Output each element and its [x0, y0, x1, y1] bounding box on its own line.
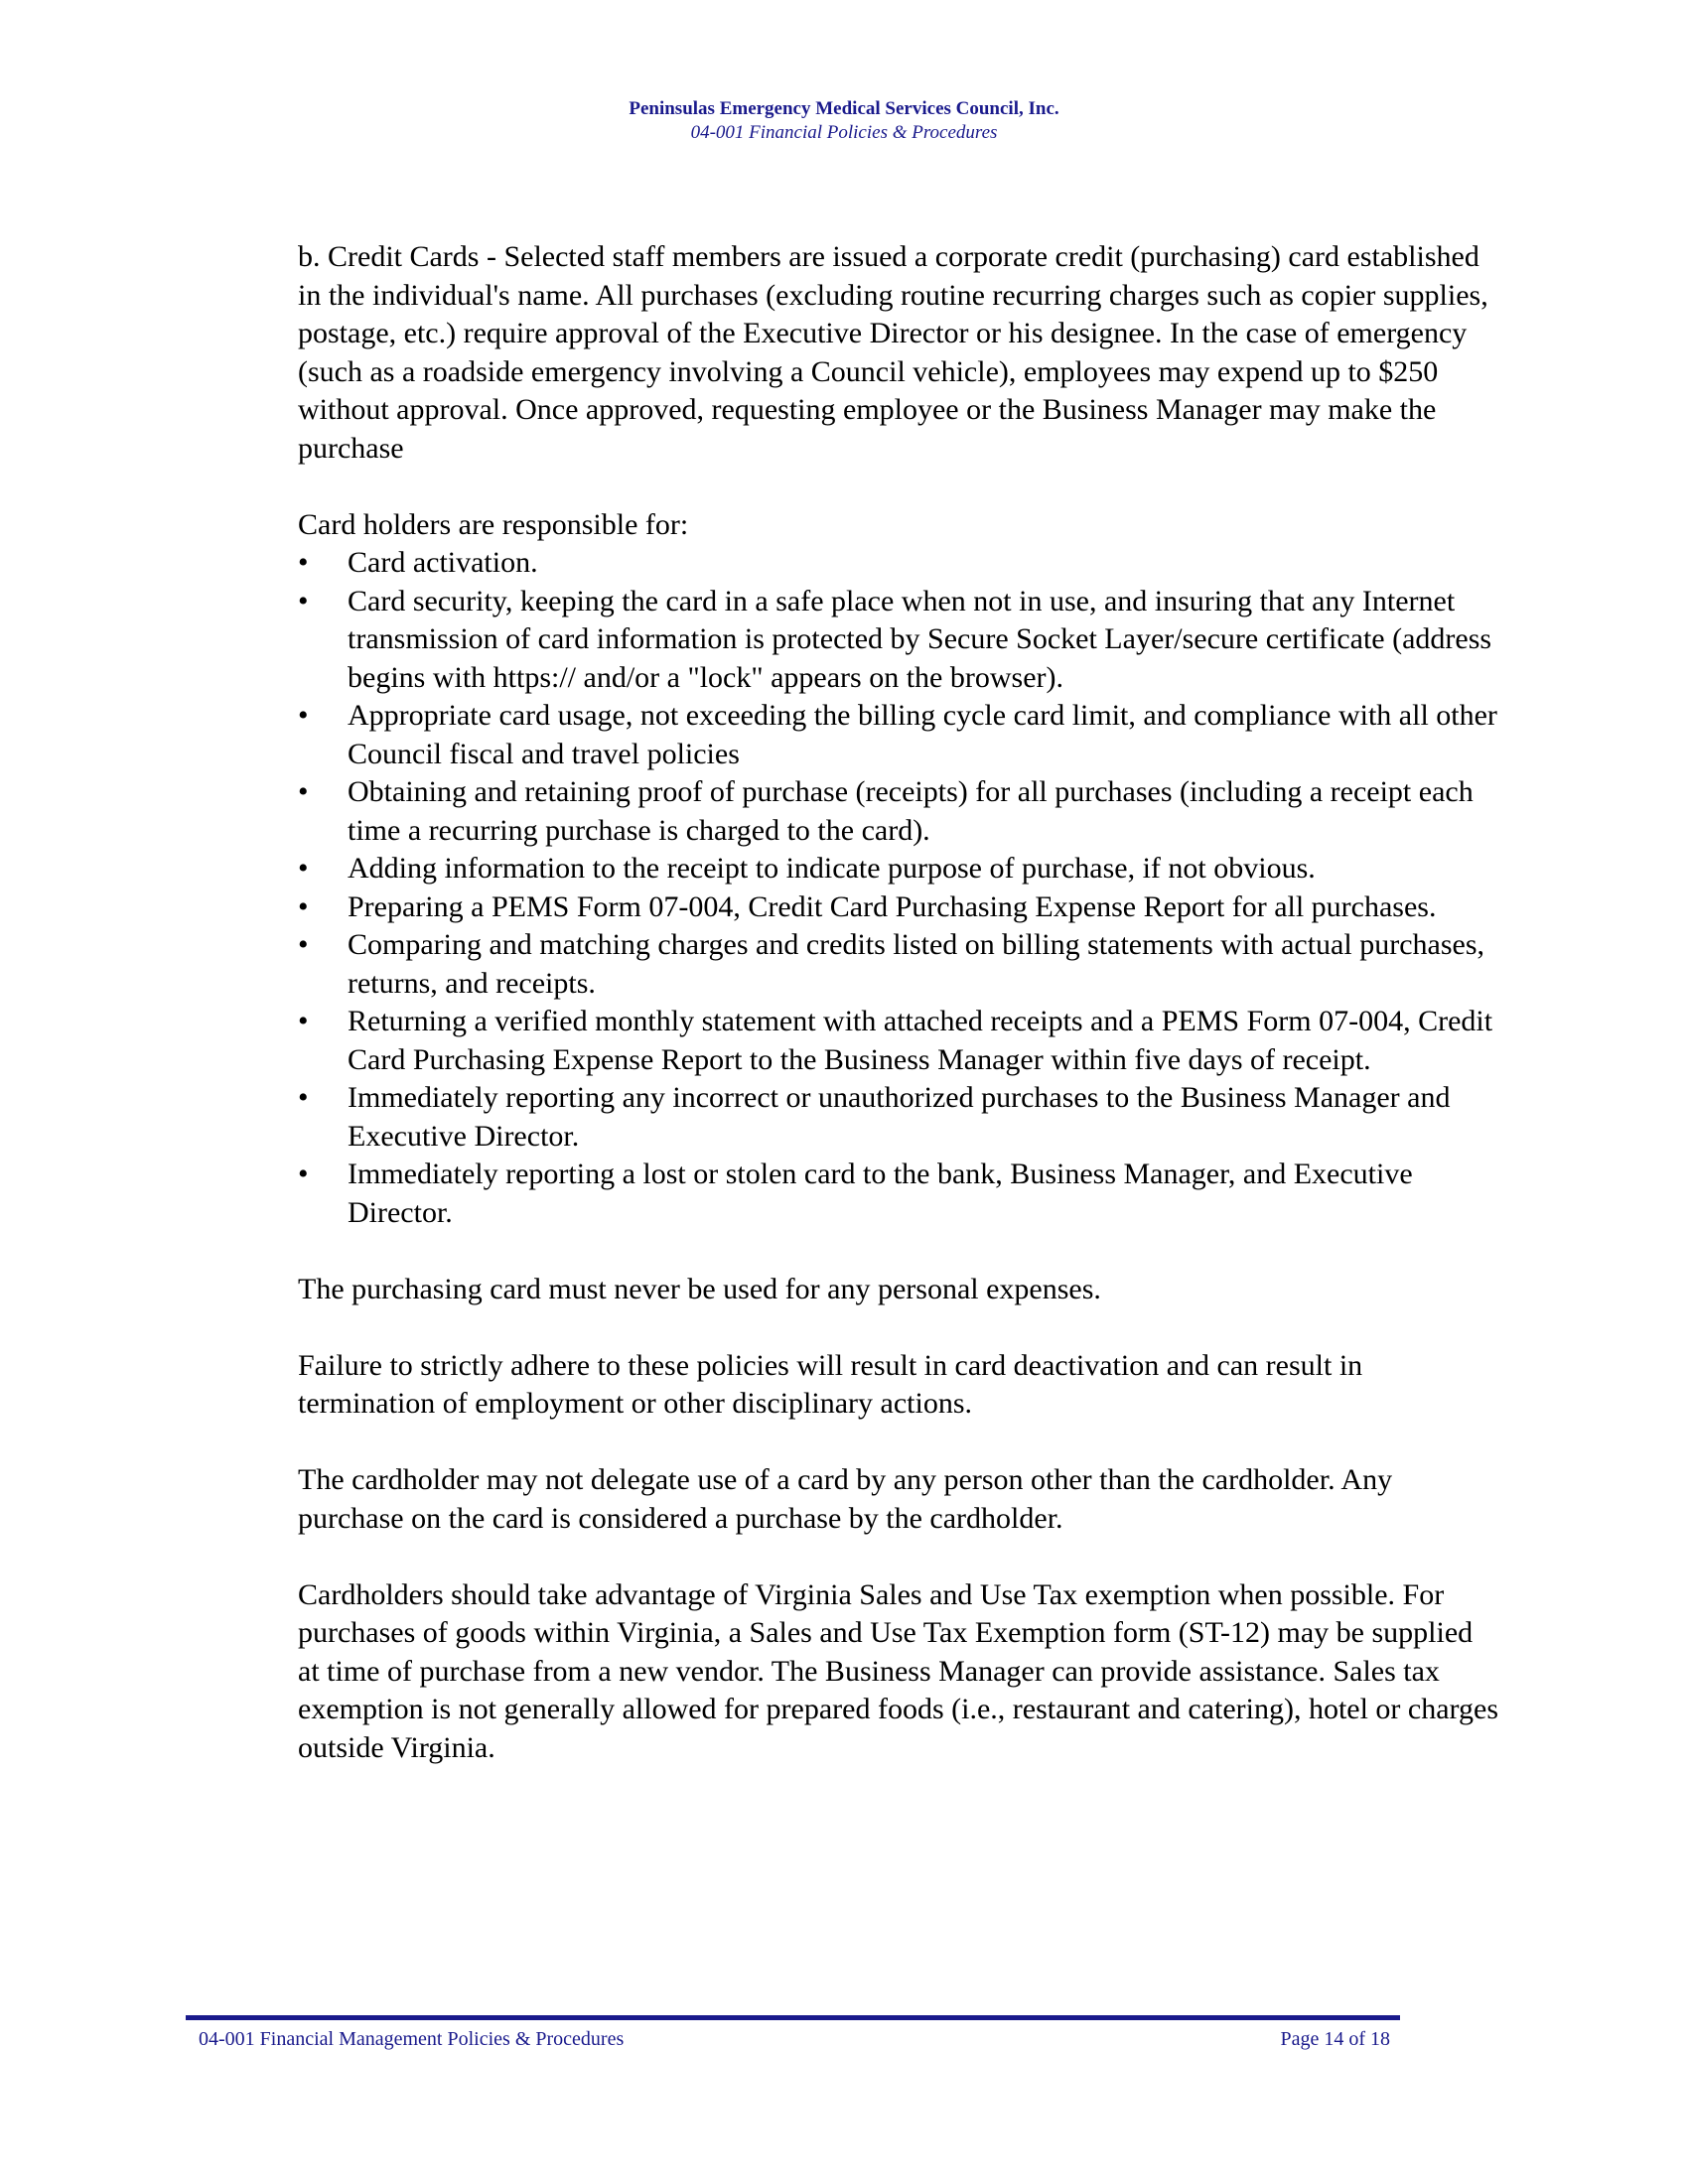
list-item: [298, 1079, 1499, 1156]
page-footer: [199, 2025, 1390, 2053]
list-item-text: Returning a verified monthly statement with attached receipts and a PEMS Form 07-004, Credit Card Purchasing Expense Report to the Business Manager within five days of receipt.: [348, 1005, 1493, 1076]
bullet-icon: •: [298, 584, 309, 617]
credit-cards-intro: b. Credit Cards - Selected staff members are issued a corporate credit (purchasing) card established in the individual's name. All purchases (excluding routine recurring charges such as copier supplies, postage, etc.) require approval of the Executive Director or his designee. In the case of emergency (such as a roadside emergency involving a Council vehicle), employees may expend up to $250 without approval. Once approved, requesting employee or the Business Manager may make the purchase: [298, 240, 1488, 465]
page-body: [298, 238, 1499, 1806]
list-item: [298, 697, 1499, 773]
page-header: [0, 97, 1688, 145]
page-number: Page 14 of 18: [1280, 2028, 1390, 2050]
bullet-icon: •: [298, 1158, 309, 1190]
list-item-text: Comparing and matching charges and credits listed on billing statements with actual purchases, returns, and receipts.: [348, 928, 1484, 1000]
bullet-icon: •: [298, 852, 309, 885]
list-item: [298, 1156, 1499, 1232]
failure-paragraph: Failure to strictly adhere to these policies will result in card deactivation and can result in termination of employment or other disciplinary actions.: [298, 1348, 1363, 1420]
list-item-text: Obtaining and retaining proof of purchase (receipts) for all purchases (including a receipt each time a recurring purchase is charged to the card).: [348, 775, 1474, 847]
bullet-icon: •: [298, 928, 309, 961]
list-item: [298, 888, 1499, 927]
footer-divider: [186, 2015, 1400, 2020]
bullet-icon: •: [298, 775, 309, 808]
organization-name: Peninsulas Emergency Medical Services Council, Inc.: [629, 98, 1059, 119]
bullet-icon: •: [298, 1081, 309, 1114]
delegation-paragraph: The cardholder may not delegate use of a card by any person other than the cardholder. Any purchase on the card is considered a purchase by the cardholder.: [298, 1463, 1393, 1535]
bullet-icon: •: [298, 889, 309, 923]
personal-use-paragraph: The purchasing card must never be used for any personal expenses.: [298, 1272, 1101, 1305]
list-item: [298, 773, 1499, 850]
list-item-text: Appropriate card usage, not exceeding the billing cycle card limit, and compliance with all other Council fiscal and travel policies: [348, 699, 1497, 770]
bullet-icon: •: [298, 546, 309, 579]
list-item-text: Preparing a PEMS Form 07-004, Credit Card Purchasing Expense Report for all purchases.: [348, 889, 1437, 923]
list-item-text: Immediately reporting a lost or stolen card to the bank, Business Manager, and Executive Director.: [348, 1158, 1413, 1229]
list-item: [298, 583, 1499, 698]
bullet-icon: •: [298, 699, 309, 732]
tax-exemption-paragraph: Cardholders should take advantage of Virginia Sales and Use Tax exemption when possible. For purchases of goods within Virginia, a Sales and Use Tax Exemption form (ST-12) may be supplied at time of purchase from a new vendor. The Business Manager can provide assistance. Sales tax exemption is not generally allowed for prepared foods (i.e., restaurant and catering), hotel or charges outside Virginia.: [298, 1577, 1498, 1764]
responsibilities-lead: Card holders are responsible for:: [298, 507, 689, 541]
list-item: [298, 544, 1499, 583]
footer-document-title: 04-001 Financial Management Policies & Procedures: [199, 2028, 625, 2050]
responsibilities-list: [298, 544, 1499, 1232]
list-item-text: Card security, keeping the card in a safe place when not in use, and insuring that any Internet transmission of card information is protected by Secure Socket Layer/secure certificate (address begins with https:// and/or a "lock" appears on the browser).: [348, 584, 1492, 694]
list-item-text: Immediately reporting any incorrect or unauthorized purchases to the Business Manager and Executive Director.: [348, 1081, 1451, 1153]
list-item-text: Adding information to the receipt to indicate purpose of purchase, if not obvious.: [348, 852, 1316, 885]
list-item-text: Card activation.: [348, 546, 538, 579]
document-subtitle: 04-001 Financial Policies & Procedures: [690, 122, 998, 143]
list-item: [298, 1003, 1499, 1079]
list-item: [298, 850, 1499, 888]
bullet-icon: •: [298, 1005, 309, 1037]
list-item: [298, 926, 1499, 1003]
